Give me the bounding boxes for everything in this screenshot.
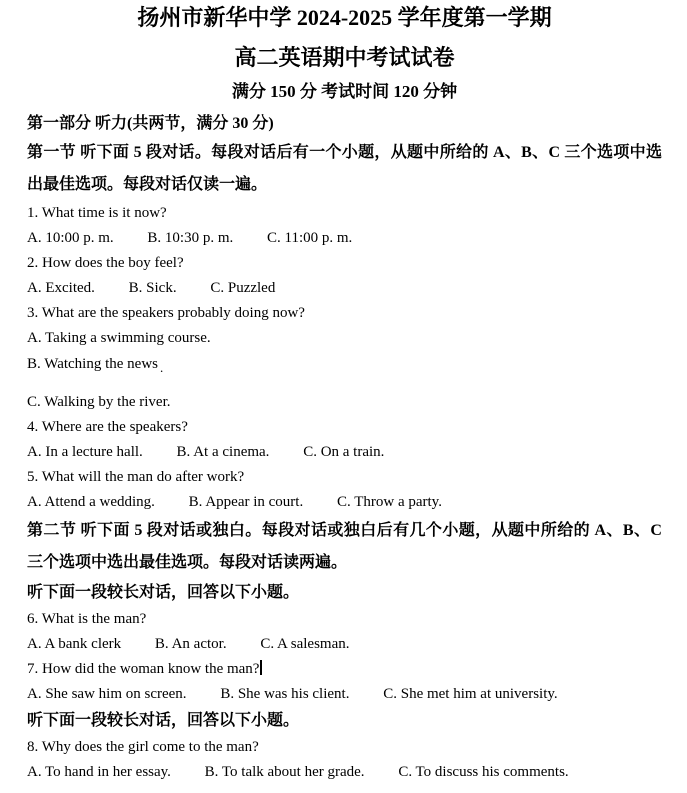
question-6-stem: 6. What is the man? xyxy=(27,611,147,627)
question-2-stem: 2. How does the boy feel? xyxy=(27,255,184,271)
question-7-stem xyxy=(27,657,662,682)
question-3-option-c: C. Walking by the river. xyxy=(27,394,171,410)
part1-header: 第一部分 听力(共两节，满分 30 分) xyxy=(27,115,274,132)
question-2-options xyxy=(27,276,662,301)
question-1-option-a: A. 10:00 p. m. xyxy=(27,230,114,246)
question-3-stem: 3. What are the speakers probably doing now? xyxy=(27,305,305,321)
question-1-stem: 1. What time is it now? xyxy=(27,205,167,221)
question-7-stem-text: 7. How did the woman know the man? xyxy=(27,661,260,677)
section1-instructions: 第一节 听下面 5 段对话。每段对话后有一个小题，从题中所给的 A、B、C 三个选项中选出最佳选项。每段对话仅读一遍。 xyxy=(27,144,662,193)
question-8-option-c: C. To discuss his comments. xyxy=(398,764,569,780)
question-6-option-b: B. An actor. xyxy=(154,636,227,652)
exam-title: 扬州市新华中学 2024-2025 学年度第一学期 xyxy=(137,5,552,30)
question-6-options xyxy=(27,632,662,657)
question-1-option-c: C. 11:00 p. m. xyxy=(267,230,353,246)
exam-subtitle: 高二英语期中考试试卷 xyxy=(234,45,455,70)
question-7-option-a: A. She saw him on screen. xyxy=(27,686,187,702)
question-3-option-b-text: B. Watching the news xyxy=(27,356,158,372)
section2-instructions: 第二节 听下面 5 段对话或独白。每段对话或独白后有几个小题，从题中所给的 A、B、C 三个选项中选出最佳选项。每段对话读两遍。 xyxy=(27,522,662,571)
question-8-option-a: A. To hand in her essay. xyxy=(27,764,171,780)
question-2-option-c: C. Puzzled xyxy=(210,280,276,296)
question-7-option-b: B. She was his client. xyxy=(220,686,350,702)
question-2-option-b: B. Sick. xyxy=(128,280,177,296)
question-5-option-b: B. Appear in court. xyxy=(188,494,304,510)
text-cursor xyxy=(260,660,262,675)
exam-info: 满分 150 分 考试时间 120 分钟 xyxy=(231,82,458,101)
dialogue2-prompt: 听下面一段较长对话，回答以下小题。 xyxy=(27,712,300,729)
dialogue1-prompt: 听下面一段较长对话，回答以下小题。 xyxy=(27,584,300,601)
question-7-option-c: C. She met him at university. xyxy=(383,686,558,702)
question-4-option-b: B. At a cinema. xyxy=(176,444,270,460)
question-1-options xyxy=(27,226,662,251)
question-8-stem: 8. Why does the girl come to the man? xyxy=(27,739,259,755)
question-6-option-a: A. A bank clerk xyxy=(27,636,122,652)
question-4-stem: 4. Where are the speakers? xyxy=(27,419,188,435)
question-5-stem: 5. What will the man do after work? xyxy=(27,469,245,485)
question-2-option-a: A. Excited. xyxy=(27,280,95,296)
question-8-option-b: B. To talk about her grade. xyxy=(204,764,365,780)
question-5-option-c: C. Throw a party. xyxy=(336,494,442,510)
question-1-option-b: B. 10:30 p. m. xyxy=(147,230,234,246)
question-8-options xyxy=(27,760,662,785)
question-4-option-a: A. In a lecture hall. xyxy=(27,444,143,460)
question-3-option-a: A. Taking a swimming course. xyxy=(27,330,211,346)
question-4-options xyxy=(27,440,662,465)
stray-dot: . xyxy=(160,360,164,375)
question-5-option-a: A. Attend a wedding. xyxy=(27,494,155,510)
question-4-option-c: C. On a train. xyxy=(303,444,385,460)
question-6-option-c: C. A salesman. xyxy=(260,636,350,652)
question-5-options xyxy=(27,490,662,515)
question-3-option-b xyxy=(27,351,662,377)
question-7-options xyxy=(27,682,662,707)
